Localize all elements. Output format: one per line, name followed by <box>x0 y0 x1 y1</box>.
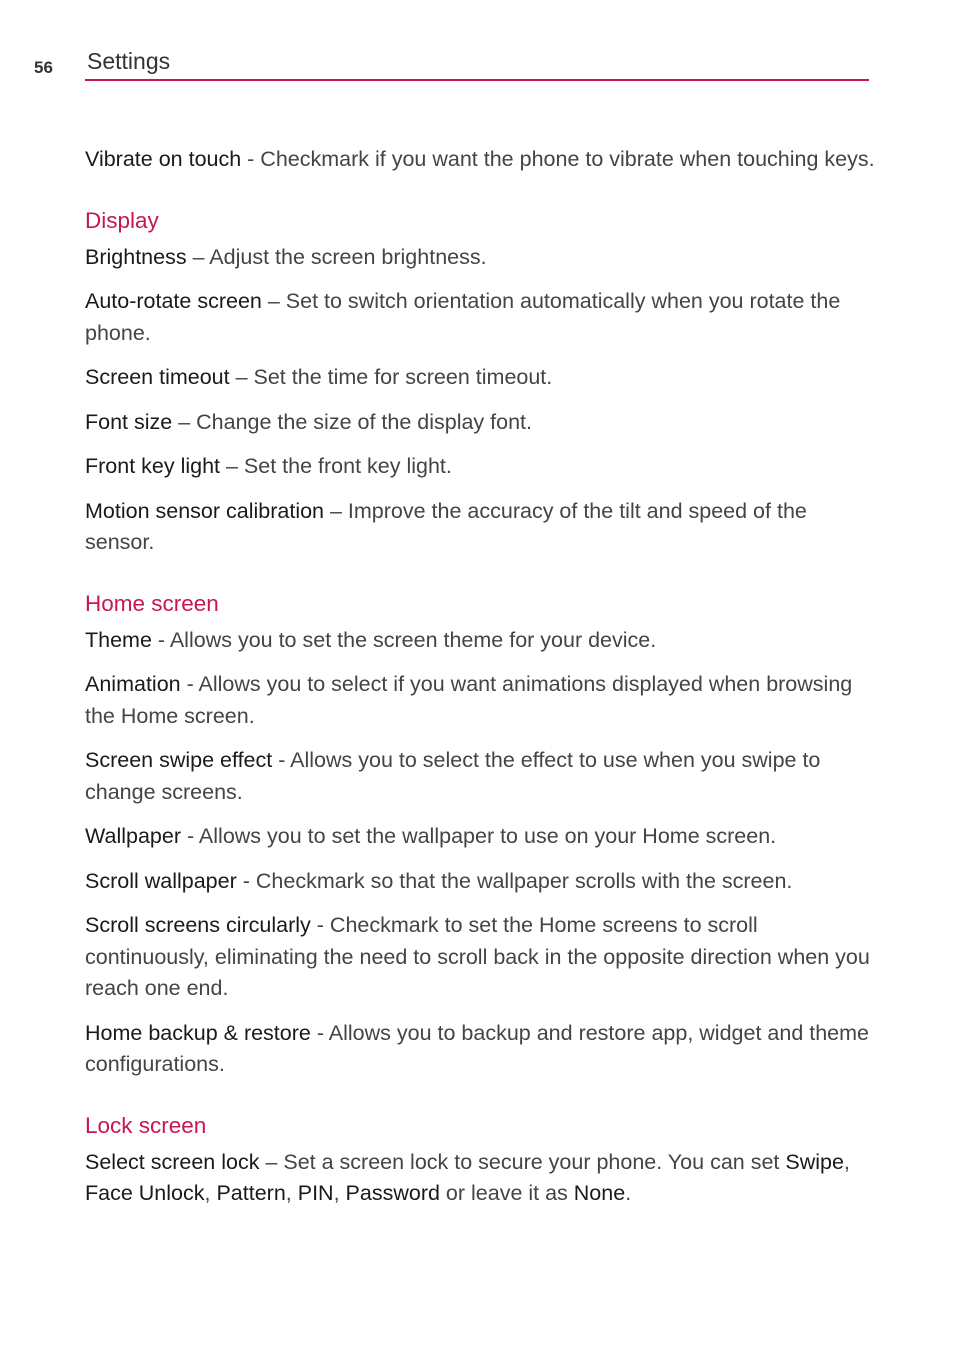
item-term: Front key light <box>85 454 221 478</box>
lock-option-password: Password <box>345 1181 440 1205</box>
display-item <box>85 496 875 559</box>
section-heading-home-screen: Home screen <box>85 590 219 616</box>
item-term: Brightness <box>85 244 187 269</box>
item-term: Theme <box>85 627 152 652</box>
item-term: Font size <box>85 409 173 434</box>
home-screen-item <box>85 910 875 1005</box>
lock-option-pattern: Pattern <box>216 1181 286 1205</box>
period: . <box>625 1181 632 1205</box>
lock-option-swipe: Swipe <box>785 1149 844 1174</box>
item-term: Scroll wallpaper <box>85 868 237 893</box>
item-description: or leave it as <box>439 1181 574 1205</box>
page-content <box>85 144 875 1223</box>
item-description: – Set to switch orientation automatically when you rotate the phone. <box>85 289 841 345</box>
display-item <box>85 362 875 394</box>
lock-option-face-unlock: Face Unlock <box>85 1181 205 1205</box>
item-term: Scroll screens circularly <box>85 913 311 937</box>
display-item <box>85 407 875 439</box>
item-term: Animation <box>85 672 181 696</box>
display-item <box>85 451 875 483</box>
lock-option-pin: PIN <box>297 1181 334 1205</box>
item-term: Motion sensor calibration <box>85 498 325 523</box>
item-description: - Allows you to backup and restore app, widget and theme configurations. <box>85 1020 869 1076</box>
item-term: Auto-rotate screen <box>85 289 262 313</box>
item-term: Vibrate on touch <box>85 147 242 171</box>
section-heading-display: Display <box>85 207 159 233</box>
item-term: Select screen lock <box>85 1149 260 1174</box>
item-description: – Adjust the screen brightness. <box>186 244 487 269</box>
section-heading-lock-screen: Lock screen <box>85 1112 207 1138</box>
item-description: – Change the size of the display font. <box>172 409 532 434</box>
home-screen-item <box>85 745 875 808</box>
home-screen-item <box>85 625 875 657</box>
item-description: – Set the front key light. <box>220 454 452 478</box>
home-screen-item <box>85 821 875 853</box>
display-item <box>85 242 875 274</box>
item-description: – Improve the accuracy of the tilt and speed of the sensor. <box>85 498 807 554</box>
page-number: 56 <box>34 58 53 77</box>
home-screen-item <box>85 1018 875 1081</box>
header-rule <box>85 79 869 81</box>
lock-option-none: None <box>573 1181 626 1205</box>
item-description: - Checkmark so that the wallpaper scrolls with the screen. <box>236 868 793 893</box>
item-term: Screen swipe effect <box>85 748 273 772</box>
separator: , <box>843 1149 850 1174</box>
item-description: - Allows you to set the wallpaper to use on your Home screen. <box>181 824 777 848</box>
item-description: - Allows you to select the effect to use when you swipe to change screens. <box>85 748 821 804</box>
lock-screen-item <box>85 1147 875 1210</box>
item-term: Screen timeout <box>85 365 230 389</box>
home-screen-item <box>85 669 875 732</box>
item-description: - Checkmark if you want the phone to vibrate when touching keys. <box>241 147 875 171</box>
item-term: Home backup & restore <box>85 1020 311 1045</box>
page-title: Settings <box>87 48 171 74</box>
item-term: Wallpaper <box>85 824 181 848</box>
vibrate-on-touch-item <box>85 144 875 176</box>
item-description: – Set a screen lock to secure your phone. You can set <box>259 1149 786 1174</box>
display-item <box>85 286 875 349</box>
separator: , <box>285 1181 298 1205</box>
item-description: - Allows you to select if you want animations displayed when browsing the Home screen. <box>85 672 853 728</box>
item-description: - Allows you to set the screen theme for your device. <box>151 627 657 652</box>
item-description: - Checkmark to set the Home screens to scroll continuously, eliminating the need to scroll back in the opposite direction when you reach one end. <box>85 913 870 1000</box>
home-screen-item <box>85 866 875 898</box>
separator: , <box>333 1181 346 1205</box>
separator: , <box>204 1181 217 1205</box>
item-description: – Set the time for screen timeout. <box>229 365 553 389</box>
